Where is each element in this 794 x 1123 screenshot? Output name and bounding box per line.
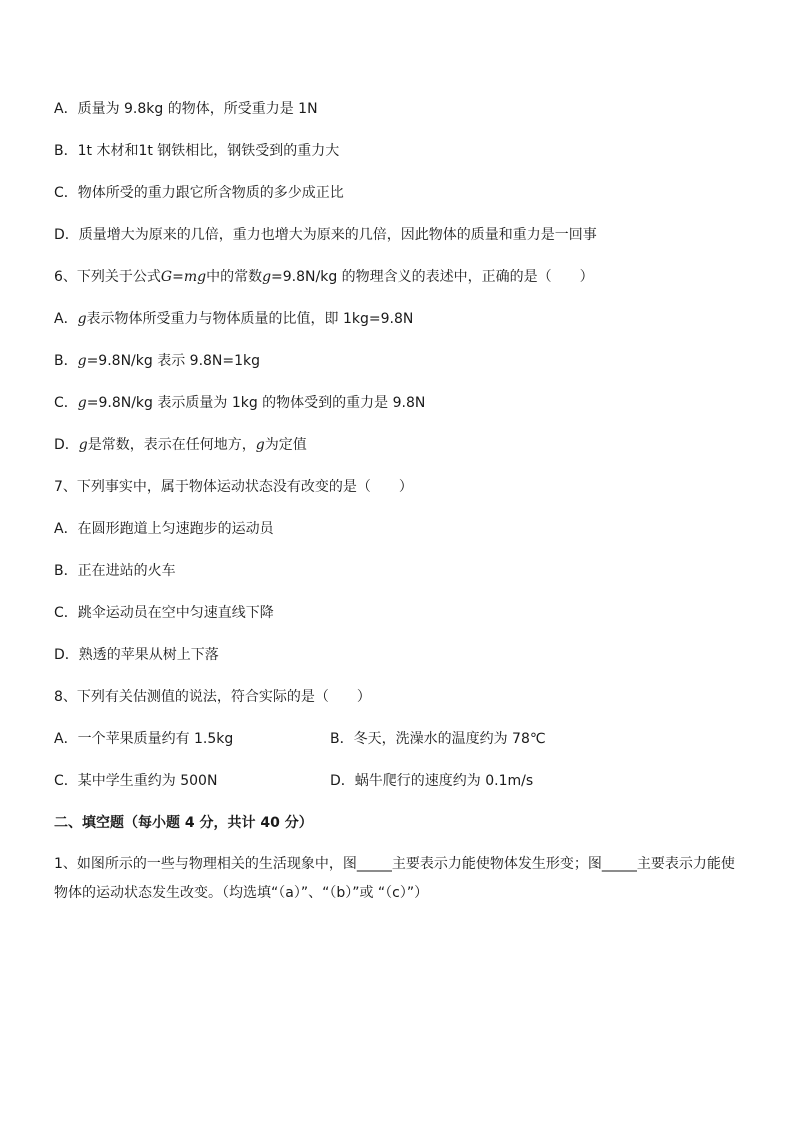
- q5-option-c: C．物体所受的重力跟它所含物质的多少成正比: [54, 185, 344, 201]
- q8-option-a: A．一个苹果质量约有 1.5kg: [54, 731, 234, 747]
- q6-c-post: =9.8N/kg 表示质量为 1kg 的物体受到的重力是 9.8N: [86, 395, 426, 411]
- q6-b-g: g: [77, 353, 87, 369]
- q6-stem-mid: 中的常数: [206, 269, 263, 285]
- q6-stem-post: =9.8N/kg 的物理含义的表述中，正确的是（ ）: [271, 269, 594, 285]
- q6-d-g2: g: [255, 437, 265, 453]
- q6-stem-pre: 6、下列关于公式: [54, 269, 161, 285]
- q6-d-post: 为定值: [264, 437, 307, 453]
- q6-d-g: g: [78, 437, 88, 453]
- q6-a-pre: A．: [54, 311, 78, 327]
- q7-option-a: A．在圆形跑道上匀速跑步的运动员: [54, 521, 274, 537]
- q6-option-c: [54, 394, 425, 412]
- q6-d-pre: D．: [54, 437, 79, 453]
- q6-stem-g: g: [262, 269, 272, 285]
- q5-option-a: A．质量为 9.8kg 的物体，所受重力是 1N: [54, 101, 318, 117]
- q5-option-d: D．质量增大为原来的几倍，重力也增大为原来的几倍，因此物体的质量和重力是一回事: [54, 227, 597, 243]
- q7-stem: 7、下列事实中，属于物体运动状态没有改变的是（ ）: [54, 479, 413, 495]
- q6-option-d: [54, 436, 307, 454]
- q6-b-pre: B．: [54, 353, 78, 369]
- q6-d-mid: 是常数，表示在任何地方，: [87, 437, 256, 453]
- q6-c-pre: C．: [54, 395, 78, 411]
- q6-a-post: 表示物体所受重力与物体质量的比值，即 1kg=9.8N: [86, 311, 414, 327]
- q6-option-a: [54, 310, 413, 328]
- q6-b-post: =9.8N/kg 表示 9.8N=1kg: [86, 353, 261, 369]
- q6-option-b: [54, 352, 260, 370]
- q5-option-b: B．1t 木材和1t 钢铁相比，钢铁受到的重力大: [54, 143, 340, 159]
- section-heading: 二、填空题（每小题 4 分，共计 40 分）: [54, 815, 313, 831]
- q8-option-d: D．蜗牛爬行的速度约为 0.1m/s: [330, 773, 534, 789]
- q8-option-c: C．某中学生重约为 500N: [54, 773, 218, 789]
- q6-stem-formula: G=mg: [160, 269, 207, 285]
- q7-option-d: D．熟透的苹果从树上下落: [54, 647, 219, 663]
- q6-stem: [54, 268, 594, 286]
- fill-question-1: 1、如图所示的一些与物理相关的生活现象中，图_____主要表示力能使物体发生形变；图_____主要表示力能使物体的运动状态发生改变。（均选填“（a）”、“（b）”或 “（c）”）: [54, 856, 735, 901]
- q7-option-b: B．正在进站的火车: [54, 563, 176, 579]
- q6-a-g: g: [77, 311, 87, 327]
- q7-option-c: C．跳伞运动员在空中匀速直线下降: [54, 605, 274, 621]
- q8-option-b: B．冬天，洗澡水的温度约为 78℃: [330, 731, 546, 747]
- q6-c-g: g: [77, 395, 87, 411]
- q8-stem: 8、下列有关估测值的说法，符合实际的是（ ）: [54, 689, 371, 705]
